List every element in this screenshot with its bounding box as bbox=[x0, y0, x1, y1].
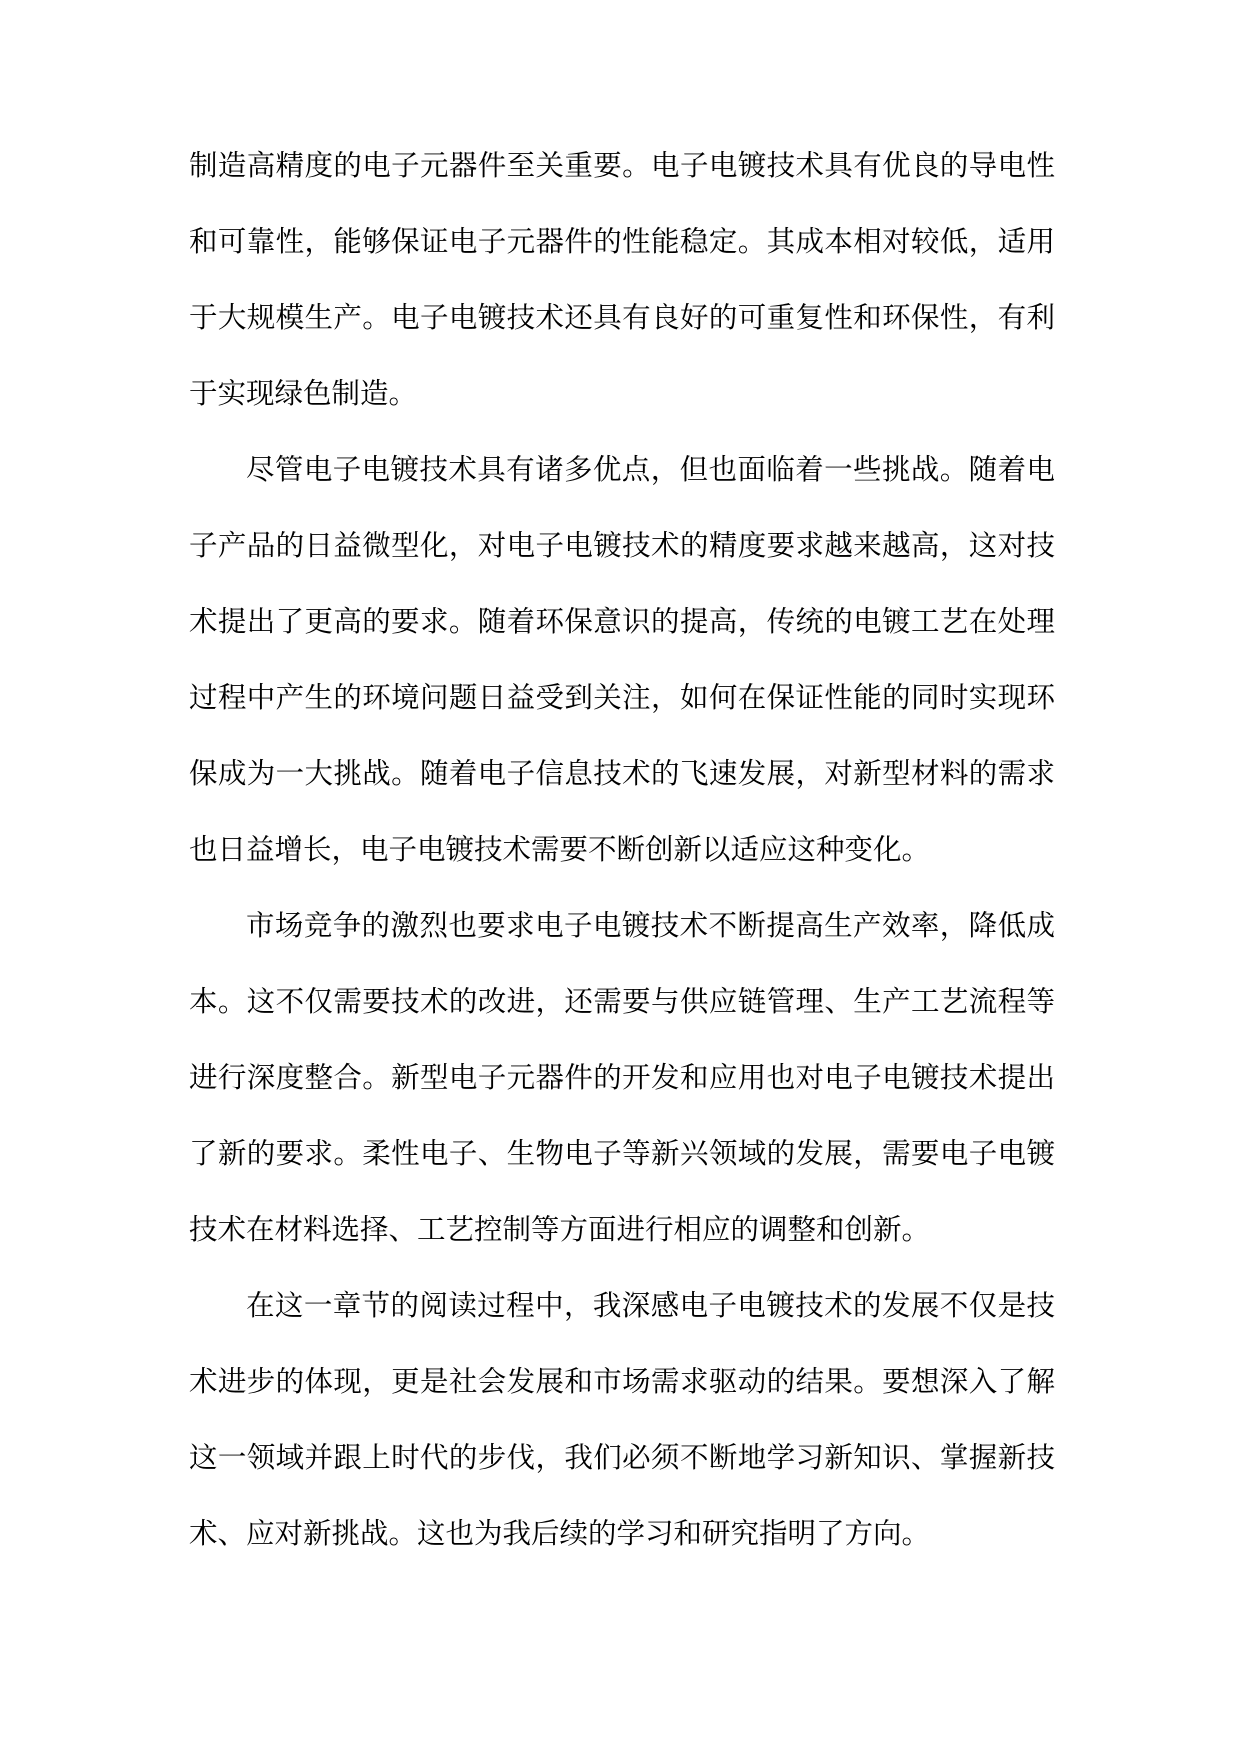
text-line: 也日益增长，电子电镀技术需要不断创新以适应这种变化。 bbox=[189, 833, 931, 866]
text-line: 保成为一大挑战。随着电子信息技术的飞速发展，对新型材料的需求 bbox=[189, 757, 1055, 790]
paragraph-first-line: 市场竞争的激烈也要求电子电镀技术不断提高生产效率，降低成 bbox=[246, 909, 1055, 942]
text-line: 和可靠性，能够保证电子元器件的性能稳定。其成本相对较低，适用 bbox=[189, 225, 1055, 258]
paragraph-first-line: 尽管电子电镀技术具有诸多优点，但也面临着一些挑战。随着电 bbox=[246, 453, 1055, 486]
text-line: 子产品的日益微型化，对电子电镀技术的精度要求越来越高，这对技 bbox=[189, 529, 1055, 562]
text-line: 本。这不仅需要技术的改进，还需要与供应链管理、生产工艺流程等 bbox=[189, 985, 1055, 1018]
body-text bbox=[189, 128, 1055, 1572]
text-line: 于实现绿色制造。 bbox=[189, 377, 418, 410]
text-line: 进行深度整合。新型电子元器件的开发和应用也对电子电镀技术提出 bbox=[189, 1061, 1055, 1094]
text-line: 术、应对新挑战。这也为我后续的学习和研究指明了方向。 bbox=[189, 1517, 931, 1550]
text-line: 制造高精度的电子元器件至关重要。电子电镀技术具有优良的导电性 bbox=[189, 149, 1055, 182]
text-line: 了新的要求。柔性电子、生物电子等新兴领域的发展，需要电子电镀 bbox=[189, 1137, 1055, 1170]
text-line: 术提出了更高的要求。随着环保意识的提高，传统的电镀工艺在处理 bbox=[189, 605, 1055, 638]
text-line: 术进步的体现，更是社会发展和市场需求驱动的结果。要想深入了解 bbox=[189, 1365, 1055, 1398]
text-line: 于大规模生产。电子电镀技术还具有良好的可重复性和环保性，有利 bbox=[189, 301, 1055, 334]
text-line: 这一领域并跟上时代的步伐，我们必须不断地学习新知识、掌握新技 bbox=[189, 1441, 1055, 1474]
paragraph-first-line: 在这一章节的阅读过程中，我深感电子电镀技术的发展不仅是技 bbox=[246, 1289, 1055, 1322]
text-line: 技术在材料选择、工艺控制等方面进行相应的调整和创新。 bbox=[189, 1213, 931, 1246]
text-line: 过程中产生的环境问题日益受到关注，如何在保证性能的同时实现环 bbox=[189, 681, 1055, 714]
